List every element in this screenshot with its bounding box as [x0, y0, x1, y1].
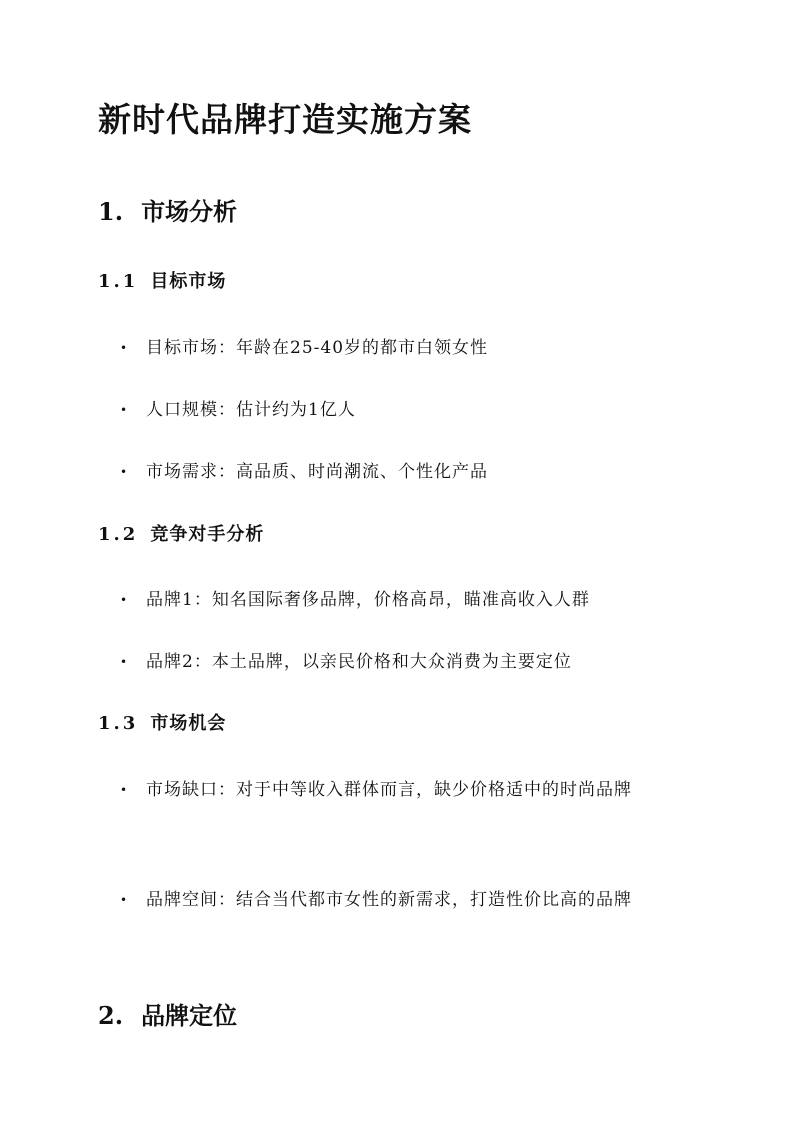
bullet-icon: •	[120, 783, 129, 797]
bullet-icon: •	[120, 655, 129, 669]
subsection-heading-1-3	[98, 709, 226, 739]
list-item	[120, 872, 690, 928]
list-item-text: 目标市场：年龄在25-40岁的都市白领女性	[146, 338, 489, 358]
subsection-title: 市场机会	[150, 713, 227, 734]
section-heading-2	[98, 996, 237, 1036]
bullet-icon: •	[120, 593, 129, 607]
section-heading-1	[98, 192, 237, 232]
subsection-heading-1-2	[98, 520, 264, 550]
list-item-text: 市场缺口：对于中等收入群体而言，缺少价格适中的时尚品牌	[146, 780, 632, 800]
list-item	[120, 572, 690, 628]
list-item	[120, 382, 690, 438]
list-item	[120, 444, 690, 500]
list-item	[120, 320, 690, 376]
list-item-text: 品牌1：知名国际奢侈品牌，价格高昂，瞄准高收入人群	[146, 590, 590, 610]
section-number: 2.	[98, 1001, 124, 1030]
subsection-title: 竞争对手分析	[150, 524, 265, 545]
subsection-number: 1.1	[98, 271, 139, 292]
section-title: 市场分析	[141, 197, 238, 226]
subsection-number: 1.3	[98, 713, 139, 734]
section-number: 1.	[98, 197, 124, 226]
bullet-icon: •	[120, 341, 129, 355]
list-item-text: 人口规模：估计约为1亿人	[146, 400, 356, 420]
list-item-text: 品牌2：本土品牌，以亲民价格和大众消费为主要定位	[146, 652, 572, 672]
subsection-number: 1.2	[98, 524, 139, 545]
subsection-title: 目标市场	[150, 271, 227, 292]
bullet-icon: •	[120, 403, 129, 417]
list-item-text: 市场需求：高品质、时尚潮流、个性化产品	[146, 462, 488, 482]
subsection-heading-1-1	[98, 267, 226, 297]
bullet-icon: •	[120, 465, 129, 479]
document-title: 新时代品牌打造实施方案	[98, 100, 472, 139]
list-item	[120, 762, 690, 818]
list-item	[120, 634, 690, 690]
section-title: 品牌定位	[141, 1001, 238, 1030]
bullet-icon: •	[120, 893, 129, 907]
list-item-text: 品牌空间：结合当代都市女性的新需求，打造性价比高的品牌	[146, 890, 632, 910]
